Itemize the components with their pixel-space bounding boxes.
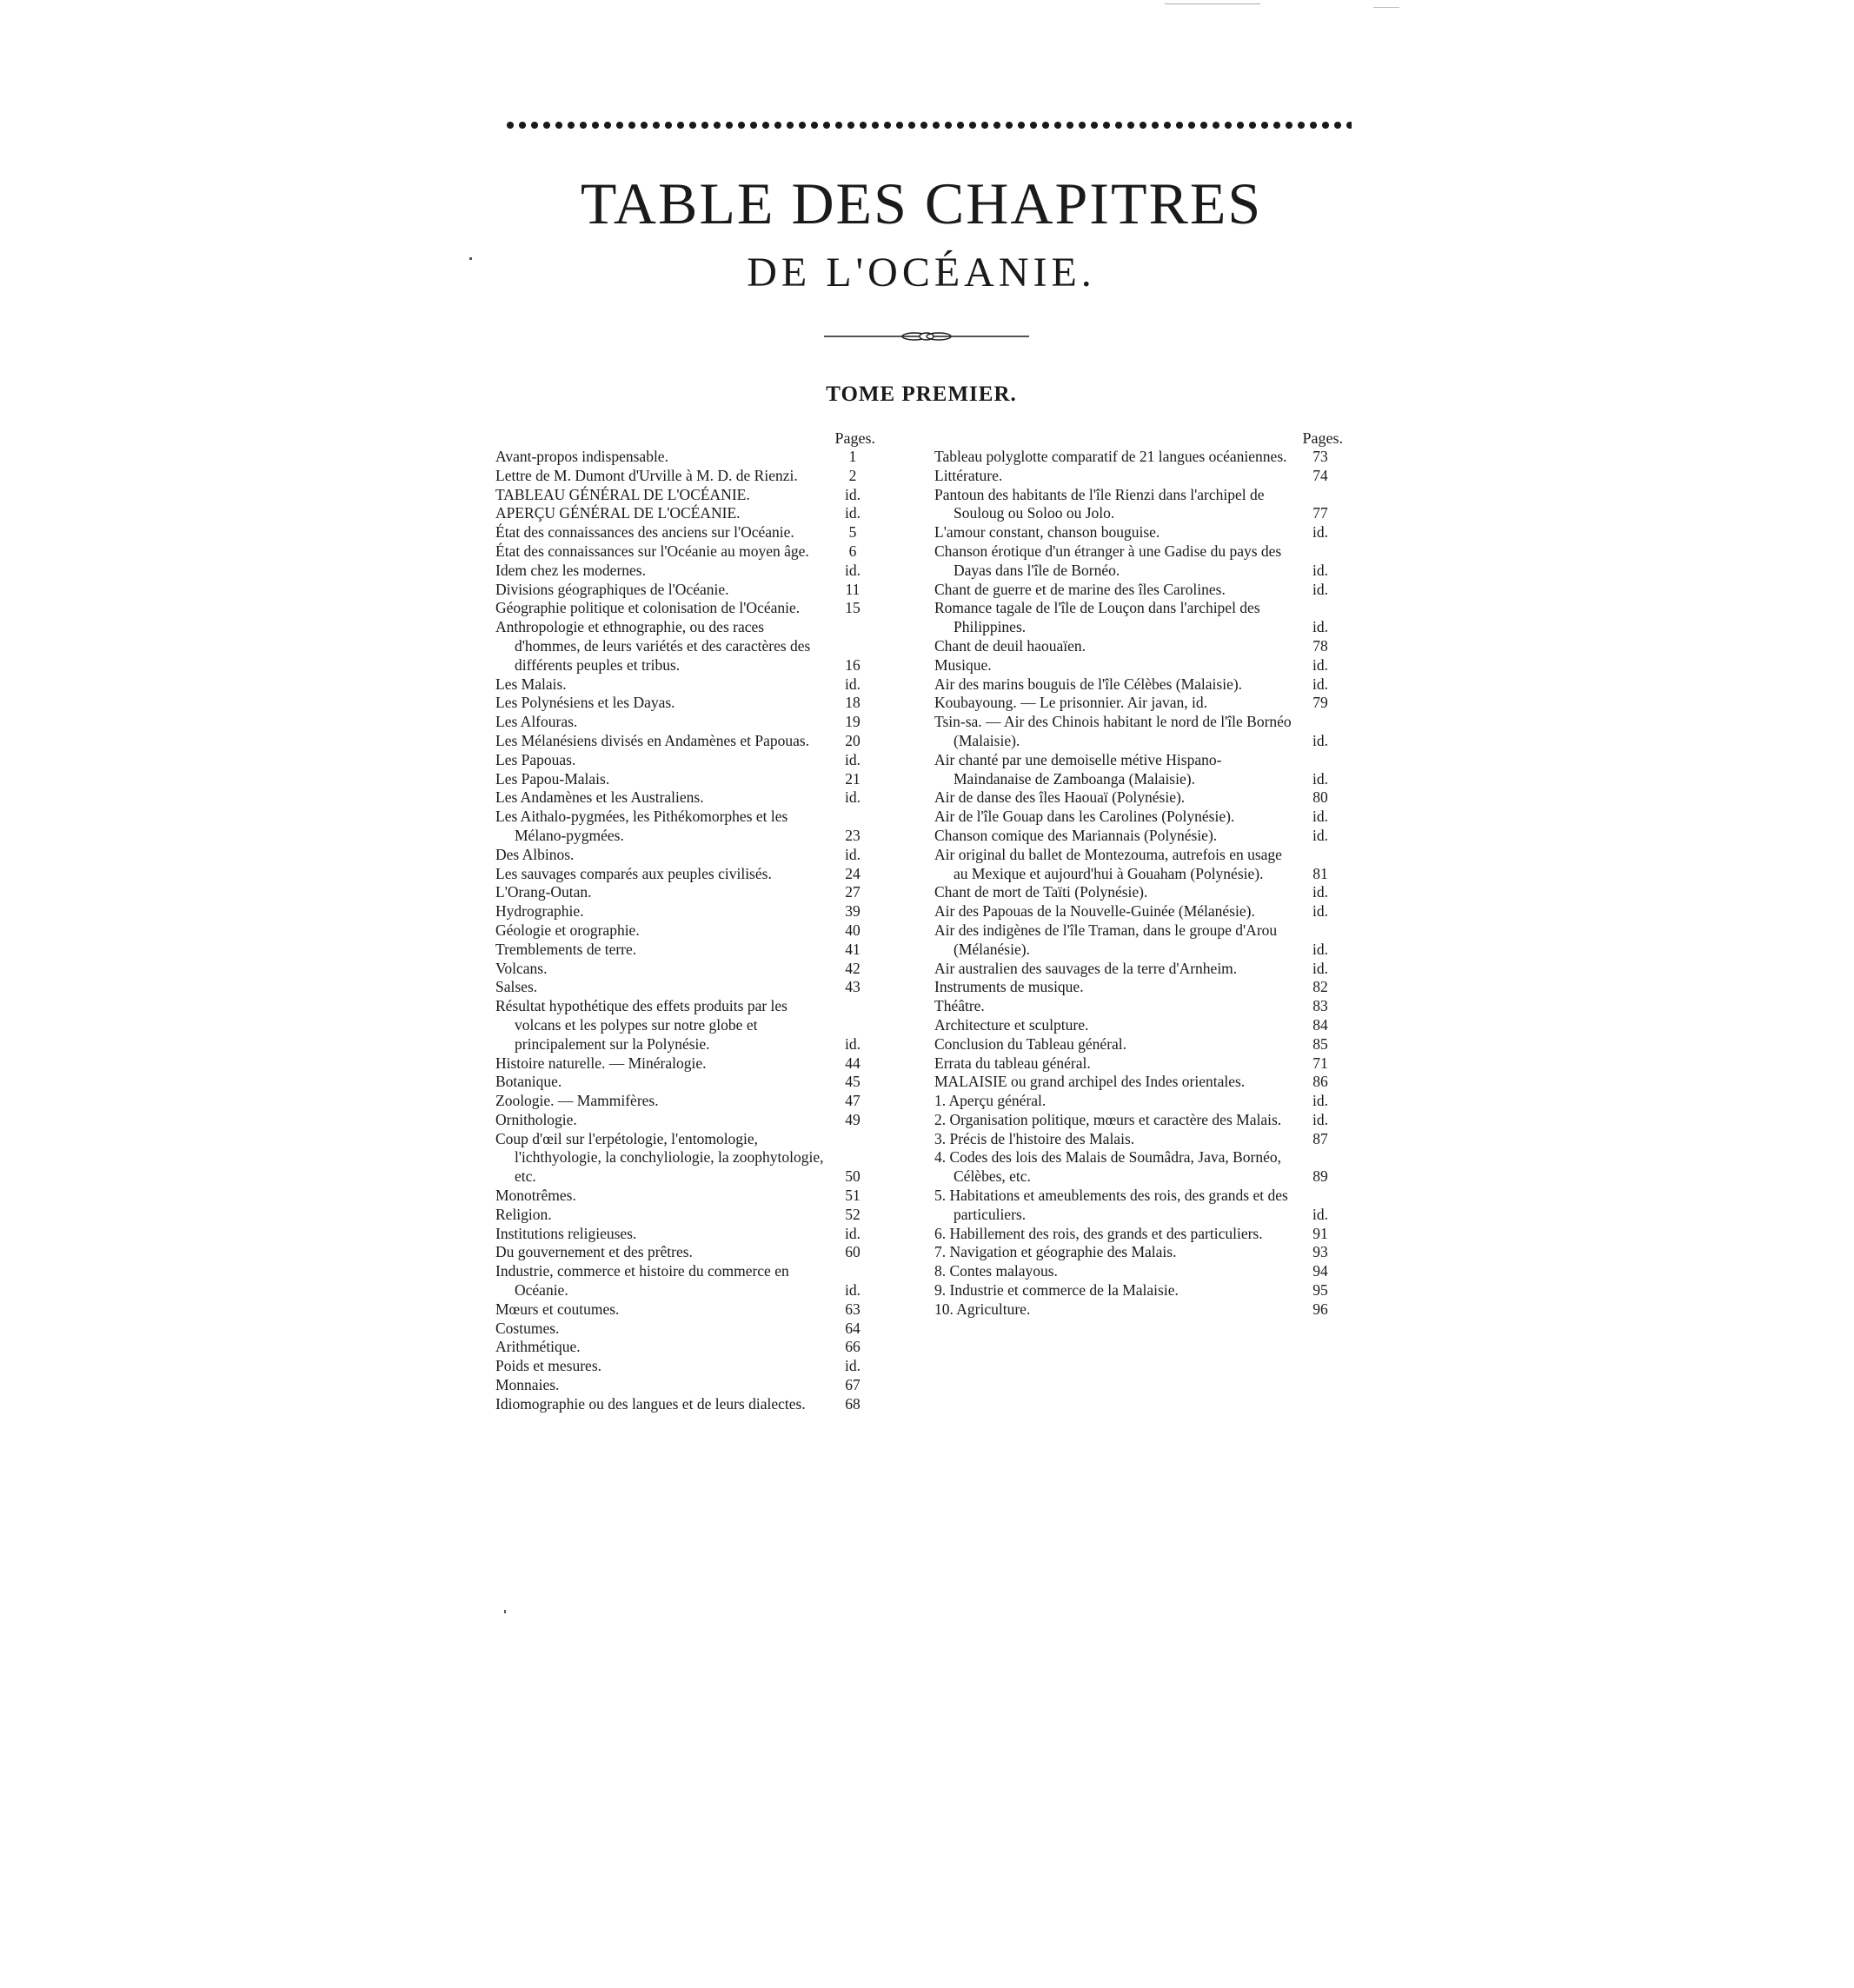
toc-entry-title: Air de l'île Gouap dans les Carolines (Polynésie). <box>934 808 1235 826</box>
toc-entry <box>934 523 1343 542</box>
toc-entry-title: Monotrêmes. <box>495 1187 576 1205</box>
toc-entry-page: id. <box>1312 826 1328 844</box>
toc-entry <box>495 770 875 789</box>
toc-entry <box>495 1054 875 1074</box>
toc-entry-page: id. <box>845 1281 861 1300</box>
toc-entry-title: Chanson comique des Mariannais (Polynésie). <box>934 826 1218 844</box>
toc-entry-page: 86 <box>1312 1073 1328 1091</box>
toc-entry-title: TABLEAU GÉNÉRAL DE L'OCÉANIE. <box>495 485 750 503</box>
toc-entry <box>934 902 1343 921</box>
toc-entry <box>495 542 875 562</box>
toc-entry <box>495 883 875 902</box>
toc-entry-page: id. <box>845 1357 861 1375</box>
toc-entry <box>495 581 875 600</box>
toc-entry-page: id. <box>845 485 861 503</box>
scan-speck <box>504 1610 506 1613</box>
toc-entry <box>495 1376 875 1395</box>
toc-entry-list <box>495 448 875 1414</box>
toc-entry-page: 11 <box>845 580 861 598</box>
toc-entry-page: 23 <box>845 826 861 844</box>
toc-entry-page: 52 <box>845 1205 861 1223</box>
toc-entry-page: 41 <box>845 940 861 958</box>
toc-entry-page: id. <box>1312 655 1328 674</box>
toc-entry-title: 5. Habitations et ameublements des rois, des grands et des particuliers. <box>934 1187 1288 1223</box>
toc-entry <box>495 921 875 941</box>
toc-entry-page: id. <box>845 561 861 579</box>
toc-entry-title: Résultat hypothétique des effets produits par les volcans et les polypes sur notre globe et principalement sur la Polynésie. <box>495 997 787 1053</box>
toc-entry <box>495 467 875 486</box>
toc-entry <box>495 694 875 713</box>
toc-entry <box>934 1130 1343 1149</box>
pages-column-header: Pages. <box>1302 429 1343 447</box>
toc-entry <box>934 448 1343 467</box>
title-divider <box>824 332 1029 341</box>
toc-entry <box>495 846 875 865</box>
pages-column-header: Pages. <box>834 429 875 447</box>
toc-entry <box>495 562 875 581</box>
toc-entry-page: 1 <box>848 448 857 465</box>
toc-entry <box>934 1225 1343 1244</box>
toc-entry-title: État des connaissances des anciens sur l'Océanie. <box>495 523 794 542</box>
toc-entry <box>934 788 1343 808</box>
toc-entry <box>934 1300 1343 1320</box>
toc-entry-title: Les Polynésiens et les Dayas. <box>495 694 675 712</box>
toc-entry <box>495 1111 875 1130</box>
toc-entry-title: Koubayoung. — Le prisonnier. Air javan, id. <box>934 694 1207 712</box>
toc-entry-page: 49 <box>845 1110 861 1128</box>
toc-entry-page: id. <box>1312 618 1328 636</box>
toc-entry-page: id. <box>1312 675 1328 693</box>
toc-entry-title: 9. Industrie et commerce de la Malaisie. <box>934 1281 1179 1300</box>
toc-entry-title: Du gouvernement et des prêtres. <box>495 1243 693 1261</box>
toc-entry <box>495 1338 875 1357</box>
toc-entry-title: Les Andamènes et les Australiens. <box>495 788 704 807</box>
toc-entry-page: 43 <box>845 978 861 996</box>
toc-entry-page: 80 <box>1312 788 1328 807</box>
toc-entry-page: 63 <box>845 1300 861 1318</box>
toc-entry-title: 6. Habillement des rois, des grands et des particuliers. <box>934 1224 1263 1242</box>
scan-speck <box>1373 7 1399 8</box>
toc-entry-page: 68 <box>845 1394 861 1413</box>
toc-entry-title: Divisions géographiques de l'Océanie. <box>495 580 729 598</box>
toc-entry <box>495 713 875 732</box>
toc-entry-page: 94 <box>1312 1262 1328 1280</box>
toc-entry <box>934 713 1343 751</box>
toc-entry <box>495 1320 875 1339</box>
toc-entry-title: Les Papou-Malais. <box>495 769 610 788</box>
toc-entry-title: État des connaissances sur l'Océanie au moyen âge. <box>495 542 809 560</box>
contents-column-right <box>934 429 1343 1320</box>
toc-entry-page: 39 <box>845 902 861 921</box>
toc-entry-list <box>934 448 1343 1320</box>
toc-entry-title: Errata du tableau général. <box>934 1054 1091 1072</box>
page-title: TABLE DES CHAPITRES <box>580 170 1263 236</box>
toc-entry-page: 84 <box>1312 1015 1328 1034</box>
toc-entry-page: 82 <box>1312 978 1328 996</box>
toc-entry <box>934 751 1343 789</box>
toc-entry <box>495 941 875 960</box>
toc-entry-title: Les sauvages comparés aux peuples civilisés. <box>495 864 772 882</box>
toc-entry-page: 67 <box>845 1376 861 1394</box>
top-ornament-border <box>504 119 1352 131</box>
toc-entry-page: id. <box>845 675 861 693</box>
toc-entry-page: 16 <box>845 655 861 674</box>
toc-entry-title: Histoire naturelle. — Minéralogie. <box>495 1054 707 1072</box>
toc-entry-title: Ornithologie. <box>495 1110 577 1128</box>
toc-entry-page: 5 <box>848 523 857 542</box>
toc-entry-page: id. <box>1312 940 1328 958</box>
toc-entry <box>934 846 1343 884</box>
toc-entry-title: Poids et mesures. <box>495 1357 602 1375</box>
toc-entry-page: id. <box>845 845 861 863</box>
toc-entry <box>495 808 875 846</box>
toc-entry-title: Des Albinos. <box>495 845 575 863</box>
toc-entry <box>934 1035 1343 1054</box>
toc-entry-title: Idiomographie ou des langues et de leurs dialectes. <box>495 1394 806 1413</box>
toc-entry-title: Coup d'œil sur l'erpétologie, l'entomologie, l'ichthyologie, la conchyliologie, la zoophytologie, etc. <box>495 1129 824 1186</box>
toc-entry-page: 20 <box>845 731 861 749</box>
toc-entry-page: 24 <box>845 864 861 882</box>
toc-entry-title: Religion. <box>495 1205 552 1223</box>
toc-entry-title: Idem chez les modernes. <box>495 561 646 579</box>
toc-entry-page: 51 <box>845 1187 861 1205</box>
toc-entry <box>934 637 1343 656</box>
toc-entry-page: 47 <box>845 1092 861 1110</box>
toc-entry-title: L'amour constant, chanson bouguise. <box>934 523 1160 542</box>
toc-entry <box>934 978 1343 997</box>
toc-entry <box>934 467 1343 486</box>
toc-entry-title: Les Papouas. <box>495 750 576 768</box>
toc-entry <box>495 1130 875 1187</box>
toc-entry-page: 93 <box>1312 1243 1328 1261</box>
toc-entry-title: Air des marins bouguis de l'île Célèbes (Malaisie). <box>934 675 1243 693</box>
toc-entry <box>495 1206 875 1225</box>
toc-entry-title: Volcans. <box>495 959 548 977</box>
toc-entry-title: Salses. <box>495 978 538 996</box>
toc-entry-page: 81 <box>1312 864 1328 882</box>
toc-entry-page: 95 <box>1312 1281 1328 1300</box>
toc-entry <box>495 1225 875 1244</box>
toc-entry-title: Hydrographie. <box>495 902 584 921</box>
toc-entry-title: Air chanté par une demoiselle métive Hispano-Maindanaise de Zamboanga (Malaisie). <box>934 750 1222 788</box>
toc-entry <box>934 960 1343 979</box>
toc-entry-title: Tsin-sa. — Air des Chinois habitant le nord de l'île Bornéo (Malaisie). <box>934 713 1292 749</box>
toc-entry-title: Chant de guerre et de marine des îles Carolines. <box>934 580 1226 598</box>
toc-entry-title: Air original du ballet de Montezouma, autrefois en usage au Mexique et aujourd'hui à Gouaham (Polynésie). <box>934 845 1282 882</box>
toc-entry-title: Mœurs et coutumes. <box>495 1300 620 1318</box>
toc-entry-page: id. <box>845 1034 861 1053</box>
toc-entry-title: 4. Codes des lois des Malais de Soumâdra, Java, Bornéo, Célèbes, etc. <box>934 1148 1282 1186</box>
toc-entry-page: 74 <box>1312 466 1328 484</box>
toc-entry-page: id. <box>845 504 861 522</box>
toc-entry <box>495 618 875 675</box>
toc-entry-title: Monnaies. <box>495 1376 560 1394</box>
toc-entry-title: Costumes. <box>495 1319 560 1337</box>
toc-entry <box>934 675 1343 695</box>
toc-entry <box>934 486 1343 524</box>
toc-entry <box>934 1148 1343 1187</box>
toc-entry-page: 71 <box>1312 1054 1328 1072</box>
toc-entry-title: Instruments de musique. <box>934 978 1084 996</box>
toc-entry-page: id. <box>1312 808 1328 826</box>
toc-entry-page: id. <box>1312 561 1328 579</box>
toc-entry-page: 64 <box>845 1319 861 1337</box>
toc-entry <box>495 1262 875 1300</box>
toc-entry <box>934 1054 1343 1074</box>
toc-entry-page: 87 <box>1312 1129 1328 1147</box>
toc-entry <box>495 732 875 751</box>
toc-entry <box>495 1073 875 1092</box>
toc-entry <box>495 1092 875 1111</box>
toc-entry-title: Air des indigènes de l'île Traman, dans le groupe d'Arou (Mélanésie). <box>934 921 1278 958</box>
toc-entry-title: Institutions religieuses. <box>495 1224 637 1242</box>
toc-entry <box>934 1262 1343 1281</box>
toc-entry-page: 79 <box>1312 694 1328 712</box>
toc-entry-title: Chanson érotique d'un étranger à une Gadise du pays des Dayas dans l'île de Bornéo. <box>934 542 1282 579</box>
toc-entry-title: Les Malais. <box>495 675 567 693</box>
toc-entry-title: 1. Aperçu général. <box>934 1092 1047 1110</box>
toc-entry-page: 89 <box>1312 1167 1328 1186</box>
toc-entry-page: 85 <box>1312 1034 1328 1053</box>
toc-entry-page: 21 <box>845 769 861 788</box>
toc-entry-page: 50 <box>845 1167 861 1186</box>
toc-entry-page: 91 <box>1312 1224 1328 1242</box>
toc-entry-title: Chant de deuil haouaïen. <box>934 636 1086 655</box>
toc-entry-page: id. <box>1312 959 1328 977</box>
toc-entry-page: id. <box>1312 1205 1328 1223</box>
toc-entry-page: 2 <box>848 466 857 484</box>
toc-entry <box>495 1300 875 1320</box>
toc-entry-title: MALAISIE ou grand archipel des Indes orientales. <box>934 1073 1246 1091</box>
toc-entry-title: Conclusion du Tableau général. <box>934 1034 1127 1053</box>
toc-entry-title: L'Orang-Outan. <box>495 883 592 901</box>
toc-entry-page: id. <box>1312 731 1328 749</box>
toc-entry-title: Botanique. <box>495 1073 562 1091</box>
toc-entry-title: Théâtre. <box>934 997 985 1015</box>
toc-entry-page: id. <box>845 788 861 807</box>
toc-entry-title: Les Aithalo-pygmées, les Pithékomorphes et les Mélano-pygmées. <box>495 808 788 844</box>
toc-entry <box>934 656 1343 675</box>
toc-entry <box>495 523 875 542</box>
toc-entry <box>934 1073 1343 1092</box>
toc-entry-page: id. <box>845 750 861 768</box>
toc-entry-page: id. <box>1312 1092 1328 1110</box>
scan-speck <box>1165 3 1260 4</box>
toc-entry-page: 6 <box>848 542 857 560</box>
toc-entry-title: Zoologie. — Mammifères. <box>495 1092 659 1110</box>
toc-entry-title: Pantoun des habitants de l'île Rienzi dans l'archipel de Souloug ou Soloo ou Jolo. <box>934 485 1265 522</box>
toc-entry <box>934 1243 1343 1262</box>
toc-entry <box>495 599 875 618</box>
toc-entry-title: Géologie et orographie. <box>495 921 640 939</box>
toc-entry-title: Littérature. <box>934 466 1003 484</box>
toc-entry-title: Arithmétique. <box>495 1338 581 1356</box>
toc-entry-page: 77 <box>1312 504 1328 522</box>
toc-entry-page: id. <box>845 1224 861 1242</box>
toc-entry <box>934 921 1343 960</box>
toc-entry <box>934 694 1343 713</box>
tome-heading: TOME PREMIER. <box>826 382 1017 406</box>
toc-entry-page: 78 <box>1312 636 1328 655</box>
toc-entry <box>934 599 1343 637</box>
toc-entry <box>934 1187 1343 1225</box>
toc-entry <box>495 448 875 467</box>
toc-entry-title: Air australien des sauvages de la terre d'Arnheim. <box>934 959 1238 977</box>
toc-entry <box>495 960 875 979</box>
toc-entry-title: Architecture et sculpture. <box>934 1015 1089 1034</box>
toc-entry-title: Air des Papouas de la Nouvelle-Guinée (Mélanésie). <box>934 902 1255 921</box>
toc-entry-page: 15 <box>845 599 861 617</box>
toc-entry-title: Les Mélanésiens divisés en Andamènes et Papouas. <box>495 731 810 749</box>
toc-entry <box>495 788 875 808</box>
toc-entry-page: 96 <box>1312 1300 1328 1318</box>
toc-entry <box>934 581 1343 600</box>
toc-entry <box>934 808 1343 827</box>
toc-entry <box>934 1016 1343 1035</box>
toc-entry-title: Géographie politique et colonisation de l'Océanie. <box>495 599 801 617</box>
toc-entry-page: 27 <box>845 883 861 901</box>
toc-entry-page: 60 <box>845 1243 861 1261</box>
toc-entry-page: id. <box>1312 883 1328 901</box>
toc-entry <box>495 486 875 505</box>
toc-entry <box>934 1092 1343 1111</box>
toc-entry-page: 83 <box>1312 997 1328 1015</box>
toc-entry-page: 45 <box>845 1073 861 1091</box>
contents-column-left <box>495 429 875 1414</box>
toc-entry <box>495 902 875 921</box>
toc-entry-page: id. <box>1312 580 1328 598</box>
toc-entry-title: Les Alfouras. <box>495 713 578 731</box>
toc-entry-title: 3. Précis de l'histoire des Malais. <box>934 1129 1135 1147</box>
toc-entry-page: 44 <box>845 1054 861 1072</box>
toc-entry <box>934 883 1343 902</box>
toc-entry-page: id. <box>1312 1110 1328 1128</box>
toc-entry-page: id. <box>1312 523 1328 542</box>
toc-entry-title: Avant-propos indispensable. <box>495 448 668 465</box>
toc-entry-title: Lettre de M. Dumont d'Urville à M. D. de Rienzi. <box>495 466 798 484</box>
toc-entry <box>495 978 875 997</box>
toc-entry <box>934 1111 1343 1130</box>
toc-entry-page: id. <box>1312 902 1328 921</box>
toc-entry-title: Chant de mort de Taïti (Polynésie). <box>934 883 1148 901</box>
toc-entry-title: 7. Navigation et géographie des Malais. <box>934 1243 1177 1261</box>
toc-entry-page: 73 <box>1312 448 1328 465</box>
toc-entry <box>495 865 875 884</box>
toc-entry <box>934 827 1343 846</box>
toc-entry-title: Tremblements de terre. <box>495 940 637 958</box>
toc-entry-title: Anthropologie et ethnographie, ou des races d'hommes, de leurs variétés et des caractères des différents peuples et tribus. <box>495 618 811 674</box>
toc-entry <box>934 997 1343 1016</box>
toc-entry-title: Musique. <box>934 655 992 674</box>
toc-entry-title: 2. Organisation politique, mœurs et caractère des Malais. <box>934 1110 1282 1128</box>
toc-entry-page: 66 <box>845 1338 861 1356</box>
toc-entry-title: APERÇU GÉNÉRAL DE L'OCÉANIE. <box>495 504 741 522</box>
toc-entry <box>934 542 1343 581</box>
toc-entry <box>495 751 875 770</box>
page-subtitle: DE L'OCÉANIE. <box>747 249 1096 296</box>
toc-entry-title: Tableau polyglotte comparatif de 21 langues océaniennes. <box>934 448 1287 465</box>
toc-entry <box>495 1395 875 1414</box>
toc-entry <box>495 997 875 1054</box>
toc-entry-title: 8. Contes malayous. <box>934 1262 1058 1280</box>
toc-entry <box>495 1187 875 1206</box>
toc-entry-page: 42 <box>845 959 861 977</box>
toc-entry-page: 19 <box>845 713 861 731</box>
toc-entry-title: Air de danse des îles Haouaï (Polynésie). <box>934 788 1186 807</box>
toc-entry <box>495 675 875 695</box>
toc-entry-title: 10. Agriculture. <box>934 1300 1031 1318</box>
scan-speck <box>469 257 472 260</box>
toc-entry <box>495 1357 875 1376</box>
toc-entry-page: id. <box>1312 769 1328 788</box>
toc-entry <box>934 1281 1343 1300</box>
toc-entry <box>495 1243 875 1262</box>
toc-entry-title: Industrie, commerce et histoire du commerce en Océanie. <box>495 1262 789 1300</box>
toc-entry-page: 40 <box>845 921 861 939</box>
toc-entry-title: Romance tagale de l'île de Louçon dans l'archipel des Philippines. <box>934 599 1260 636</box>
toc-entry <box>495 504 875 523</box>
toc-entry-page: 18 <box>845 694 861 712</box>
